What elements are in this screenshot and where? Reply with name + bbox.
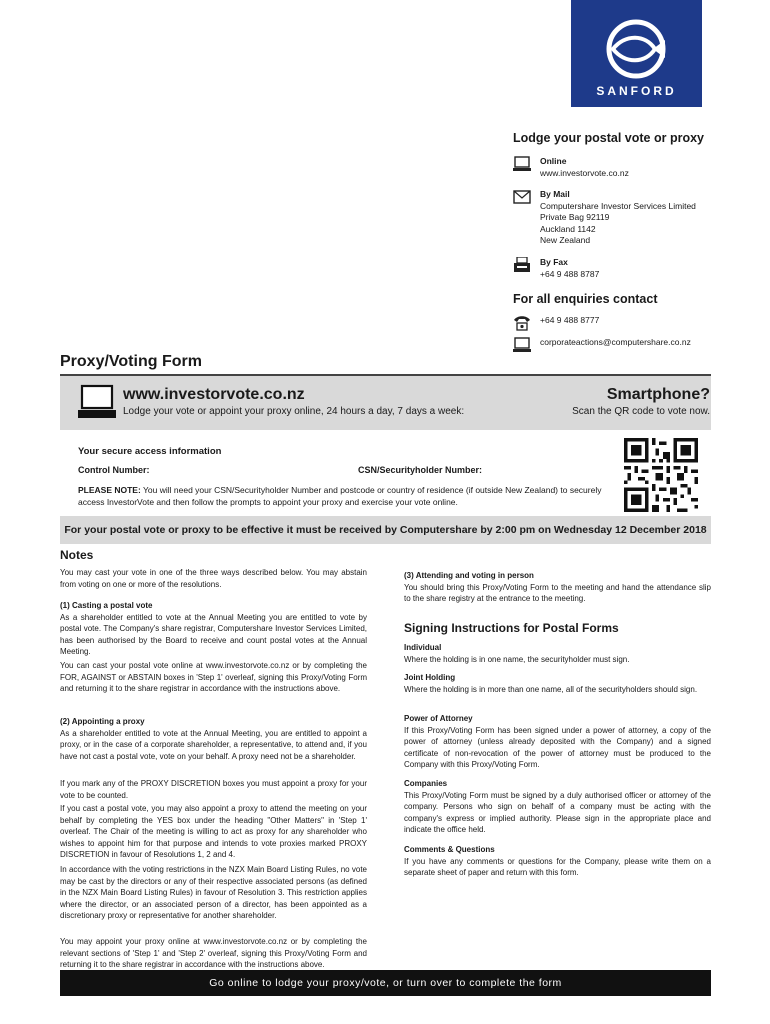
casting-section bbox=[60, 600, 367, 658]
proxy-heading: (2) Appointing a proxy bbox=[60, 717, 145, 726]
form-title: Proxy/Voting Form bbox=[60, 353, 202, 370]
qr-code[interactable] bbox=[624, 438, 698, 512]
notes-title: Notes bbox=[60, 548, 94, 562]
poa-paragraph: If this Proxy/Voting Form has been signed under a power of attorney, a copy of the power of attorney (unless already deposited with the Company) and a signed certificate of non-revocation of the power of attorney must be produced to the Company with this Proxy/Voting Form. bbox=[404, 725, 711, 769]
proxy-paragraph-5: You may appoint your proxy online at www.investorvote.co.nz or by completing the relevant sections of 'Step 1' and 'Step 2' overleaf, signing this Proxy/Voting Form and returning it to the share registrar in accordance with the instructions above. bbox=[60, 937, 367, 969]
online-label: Online bbox=[540, 156, 567, 166]
fax-label: By Fax bbox=[540, 257, 568, 267]
mail-line: Auckland 1142 bbox=[540, 223, 596, 234]
mail-line: Private Bag 92119 bbox=[540, 212, 610, 222]
proxy-paragraph-4: In accordance with the voting restrictions in the NZX Main Board Listing Rules, no vote may be cast by the directors or any of their respective associated persons (as defined in the NZX Main Board Listing Rules) in favour of Resolution 3. This restriction applies where the director, or an associated person of a director, has been appointed as a discretionary proxy or representative for another shareholder. bbox=[60, 865, 367, 920]
comments-paragraph: If you have any comments or questions for the Company, please write them on a separate sheet of paper and return with this form. bbox=[404, 856, 711, 877]
casting-heading: (1) Casting a postal vote bbox=[60, 601, 153, 610]
phone-number: +64 9 488 8777 bbox=[540, 315, 600, 325]
poa-section bbox=[404, 713, 711, 771]
email-address[interactable]: corporateactions@computershare.co.nz bbox=[540, 337, 691, 347]
proxy-paragraph-2: If you mark any of the PROXY DISCRETION boxes you must appoint a proxy for your vote to be counted. bbox=[60, 779, 367, 800]
fax-number: +64 9 488 8787 bbox=[540, 268, 600, 279]
mail-line: New Zealand bbox=[540, 235, 591, 245]
please-note bbox=[78, 484, 618, 508]
poa-heading: Power of Attorney bbox=[404, 714, 473, 723]
qr-instruction: Scan the QR code to vote now. bbox=[572, 406, 710, 417]
attending-section bbox=[404, 570, 711, 605]
telephone-icon bbox=[513, 315, 531, 331]
casting-paragraph-2: You can cast your postal vote online at www.investorvote.co.nz or by completing the FOR, AGAINST or ABSTAIN boxes in 'Step 1' overleaf, signing this Proxy/Voting Form and returning it to the share registrar in accordance with the instructions above. bbox=[60, 661, 367, 693]
joint-paragraph: Where the holding is in more than one name, all of the securityholders should sign. bbox=[404, 684, 698, 694]
proxy-section bbox=[60, 716, 367, 762]
please-note-text: You will need your CSN/Securityholder Number and postcode or country of residence (if outside New Zealand) to securely access InvestorVote and then follow the prompts to appoint your proxy and exercise your vote online. bbox=[78, 485, 602, 507]
individual-paragraph: Where the holding is in one name, the securityholder must sign. bbox=[404, 654, 630, 664]
smartphone-heading: Smartphone? bbox=[606, 386, 710, 403]
fish-logo-icon bbox=[593, 18, 680, 80]
attending-paragraph: You should bring this Proxy/Voting Form to the meeting and hand the attendance slip to the share registry at the entrance to the meeting. bbox=[404, 582, 711, 603]
control-number-label: Control Number: bbox=[78, 465, 150, 475]
mail-label: By Mail bbox=[540, 189, 570, 199]
sanford-logo bbox=[571, 0, 702, 107]
footer-bar: Go online to lodge your proxy/vote, or turn over to complete the form bbox=[60, 970, 711, 996]
enquiries-heading: For all enquiries contact bbox=[513, 292, 658, 306]
deadline-text: For your postal vote or proxy to be effective it must be received by Computershare by 2:00 pm on Wednesday 12 December 2018 bbox=[64, 524, 707, 536]
individual-section bbox=[404, 642, 711, 665]
proxy-paragraph: As a shareholder entitled to vote at the Annual Meeting, you are entitled to appoint a proxy, or in the case of a corporate shareholder, a representative, to attend and, if you have not cast a postal vote, vote on your behalf. A proxy need not be a shareholder. bbox=[60, 728, 367, 761]
notes-intro: You may cast your vote in one of the three ways described below. You may abstain from voting on one or more of the resolutions. bbox=[60, 568, 367, 589]
banner-text: Lodge your vote or appoint your proxy online, 24 hours a day, 7 days a week: bbox=[123, 406, 465, 417]
brand-name: SANFORD bbox=[596, 84, 677, 98]
companies-section bbox=[404, 778, 711, 836]
mail-line: Computershare Investor Services Limited bbox=[540, 200, 696, 211]
joint-section bbox=[404, 672, 711, 695]
companies-heading: Companies bbox=[404, 779, 448, 788]
fax-icon bbox=[513, 257, 531, 273]
online-url[interactable]: www.investorvote.co.nz bbox=[540, 167, 629, 178]
individual-heading: Individual bbox=[404, 643, 442, 652]
envelope-icon bbox=[513, 189, 531, 205]
casting-paragraph: As a shareholder entitled to vote at the Annual Meeting you are entitled to vote by postal vote. The Company's share registrar, Computershare Investor Services Limited, has been authorised by the Board to receive and count postal votes at the Annual Meeting. bbox=[60, 612, 367, 656]
comments-section bbox=[404, 844, 711, 879]
signing-title: Signing Instructions for Postal Forms bbox=[404, 621, 619, 635]
lodge-heading: Lodge your postal vote or proxy bbox=[513, 131, 704, 145]
laptop-icon bbox=[513, 337, 531, 353]
access-title: Your secure access information bbox=[78, 446, 222, 457]
attending-heading: (3) Attending and voting in person bbox=[404, 571, 534, 580]
banner-url[interactable]: www.investorvote.co.nz bbox=[123, 386, 305, 403]
proxy-paragraph-3: If you cast a postal vote, you may also appoint a proxy to attend the meeting on your behalf by completing the YES box under the heading "Other Matters" in 'Step 1' overleaf. The Chair of the meeting is willing to act as proxy for any shareholder who wishes to appoint him for that purpose and intends to vote proxies marked PROXY DISCRETION in favour of Resolutions 1, 2 and 4. bbox=[60, 804, 367, 859]
joint-heading: Joint Holding bbox=[404, 673, 456, 682]
comments-heading: Comments & Questions bbox=[404, 845, 495, 854]
laptop-icon bbox=[513, 156, 531, 172]
csn-label: CSN/Securityholder Number: bbox=[358, 465, 483, 475]
companies-paragraph: This Proxy/Voting Form must be signed by a duly authorised officer or attorney of the company. Persons who sign on behalf of a company must be acting with the company's express or implied authority. Please sign in the appropriate place and indicate the office held. bbox=[404, 790, 711, 834]
computer-icon bbox=[78, 384, 116, 420]
please-note-label: PLEASE NOTE: bbox=[78, 485, 141, 495]
